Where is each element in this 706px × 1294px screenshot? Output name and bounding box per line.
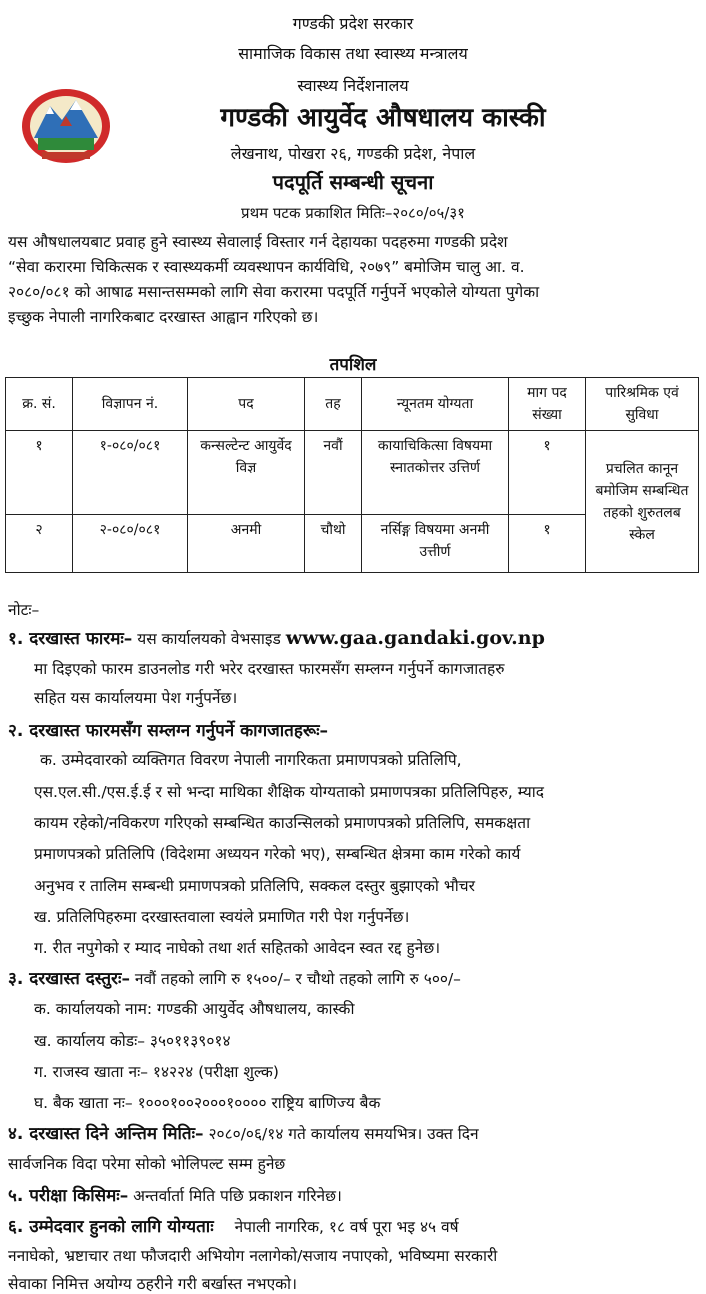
note-6 (8, 1214, 459, 1237)
column-header: पारिश्रमिक एवं सुविधा (586, 378, 699, 431)
note-text: एस.एल.सी./एस.ई.ई र सो भन्दा माथिका शैक्षिक योग्यताको प्रमाणपत्रका प्रतिलिपिहरु, म्याद (34, 783, 544, 801)
note-text: २०८०/०६/१४ गते कार्यालय समयभित्र। उक्त दिन (208, 1125, 479, 1143)
cell-qualification: नर्सिङ्ग विषयमा अनमी उत्तीर्ण (362, 515, 509, 573)
note-5 (8, 1183, 342, 1206)
website-link[interactable]: www.gaa.gandaki.gov.np (285, 627, 545, 649)
note-text: घ. बैक खाता नः– १०००१००२०००१०००० राष्ट्रिय बाणिज्य बैक (34, 1094, 381, 1112)
column-header: न्यूनतम योग्यता (362, 378, 509, 431)
intro-line: “सेवा करारमा चिकित्सक र स्वास्थ्यकर्मी व्यवस्थापन कार्यविधि, २०७९” बमोजिम चालु आ. व. (8, 258, 525, 276)
cell-post: अनमी (188, 515, 305, 573)
note-4 (8, 1121, 479, 1144)
table-row (6, 431, 699, 515)
office-name: गण्डकी आयुर्वेद औषधालय कास्की (220, 103, 546, 133)
note-heading: ४. दरखास्त दिने अन्तिम मितिः– (8, 1124, 204, 1144)
note-text: ग. राजस्व खाता नः– १४२२४ (परीक्षा शुल्क) (34, 1063, 279, 1081)
note-heading: ३. दरखास्त दस्तुरः– (8, 969, 130, 989)
cell-qualification: कायाचिकित्सा विषयमा स्नातकोत्तर उत्तिर्ण (362, 431, 509, 515)
note-text: ननाघेको, भ्रष्टाचार तथा फौजदारी अभियोग नलागेको/सजाय नपाएको, भविष्यमा सरकारी (8, 1247, 498, 1265)
note-heading: ६. उम्मेदवार हुनको लागि योग्यताः (8, 1217, 214, 1237)
note-heading: १. दरखास्त फारमः– (8, 629, 133, 649)
cell-sn: २ (6, 515, 73, 573)
posts-table (5, 377, 699, 573)
column-header: विज्ञापन नं. (73, 378, 188, 431)
note-text: नेपाली नागरिक, १८ वर्ष पूरा भइ ४५ वर्ष (234, 1218, 459, 1236)
directorate-name: स्वास्थ्य निर्देशनालय (297, 76, 409, 95)
intro-line: इच्छुक नेपाली नागरिकबाट दरखास्त आह्वान गरिएको छ। (8, 308, 319, 326)
office-address: लेखनाथ, पोखरा २६, गण्डकी प्रदेश, नेपाल (230, 144, 476, 163)
note-text: ख. प्रतिलिपिहरुमा दरखास्तवाला स्वयंले प्रमाणित गरी पेश गर्नुपर्नेछ। (34, 908, 410, 926)
cell-post: कन्सल्टेन्ट आयुर्वेद विज्ञ (188, 431, 305, 515)
gov-name: गण्डकी प्रदेश सरकार (292, 14, 414, 33)
note-text: ख. कार्यालय कोडः– ३५०११३९०१४ (34, 1032, 231, 1050)
note-text: प्रमाणपत्रको प्रतिलिपि (विदेशमा अध्ययन गरेको भए), सम्बन्धित क्षेत्रमा काम गरेको कार्य (34, 845, 521, 863)
table-header-row (6, 378, 699, 431)
note-heading: २. दरखास्त फारमसँग सम्लग्न गर्नुपर्ने कागजातहरूः– (8, 721, 329, 741)
note-text: मा दिइएको फारम डाउनलोड गरी भरेर दरखास्त फारमसँग सम्लग्न गर्नुपर्ने कागजातहरु (34, 660, 505, 678)
intro-line: यस औषधालयबाट प्रवाह हुने स्वास्थ्य सेवालाई विस्तार गर्न देहायका पदहरुमा गण्डकी प्रदेश (8, 233, 508, 251)
note-text: नवौं तहको लागि रु १५००/– र चौथो तहको लागि रु ५००/– (134, 970, 461, 988)
cell-sn: १ (6, 431, 73, 515)
cell-salary: प्रचलित कानून बमोजिम सम्बन्धित तहको शुरुतलब स्केल (586, 431, 699, 573)
note-text: कायम रहेको/नविकरण गरिएको सम्बन्धित काउन्सिलको प्रमाणपत्रको प्रतिलिपि, समकक्षता (34, 814, 531, 832)
cell-ad-no: १-०८०/०८१ (73, 431, 188, 515)
table-caption: तपशिल (329, 355, 377, 375)
cell-level: नवौं (305, 431, 362, 515)
cell-count: १ (509, 515, 586, 573)
note-1 (8, 626, 545, 649)
notice-title: पदपूर्ति सम्बन्धी सूचना (272, 170, 434, 194)
note-text: सहित यस कार्यालयमा पेश गर्नुपर्नेछ। (34, 689, 238, 707)
published-date: प्रथम पटक प्रकाशित मितिः–२०८०/०५/३१ (241, 204, 465, 222)
note-3 (8, 966, 461, 989)
cell-ad-no: २-०८०/०८१ (73, 515, 188, 573)
note-text: अनुभव र तालिम सम्बन्धी प्रमाणपत्रको प्रतिलिपि, सक्कल दस्तुर बुझाएको भौचर (34, 877, 475, 895)
cell-level: चौथो (305, 515, 362, 573)
column-header: तह (305, 378, 362, 431)
note-text: ग. रीत नपुगेको र म्याद नाघेको तथा शर्त सहितको आवेदन स्वत रद्द हुनेछ। (34, 939, 441, 957)
note-text: अन्तर्वार्ता मिति पछि प्रकाशन गरिनेछ। (133, 1187, 342, 1205)
note-text: क. कार्यालयको नाम: गण्डकी आयुर्वेद औषधालय, कास्की (34, 1000, 355, 1018)
note-text: यस कार्यालयको वेभसाइड (137, 630, 281, 648)
intro-line: २०८०/०८१ को आषाढ मसान्तसम्मको लागि सेवा करारमा पदपूर्ति गर्नुपर्ने भएकोले योग्यता पुगेका (8, 283, 540, 301)
note-text: सेवाका निमित्त अयोग्य ठहरीने गरी बर्खास्त नभएको। (8, 1275, 297, 1293)
note-heading: ५. परीक्षा किसिमः– (8, 1186, 129, 1206)
column-header: माग पद संख्या (509, 378, 586, 431)
note-text: सार्वजनिक विदा परेमा सोको भोलिपल्ट सम्म हुनेछ (8, 1155, 286, 1173)
intro-paragraph (8, 230, 698, 330)
notes-label: नोटः– (8, 601, 40, 619)
cell-count: १ (509, 431, 586, 515)
column-header: पद (188, 378, 305, 431)
note-text: क. उम्मेदवारको व्यक्तिगत विवरण नेपाली नागरिकता प्रमाणपत्रको प्रतिलिपि, (40, 751, 462, 769)
note-2 (8, 718, 328, 741)
column-header: क्र. सं. (6, 378, 73, 431)
ministry-name: सामाजिक विकास तथा स्वास्थ्य मन्त्रालय (238, 44, 468, 63)
